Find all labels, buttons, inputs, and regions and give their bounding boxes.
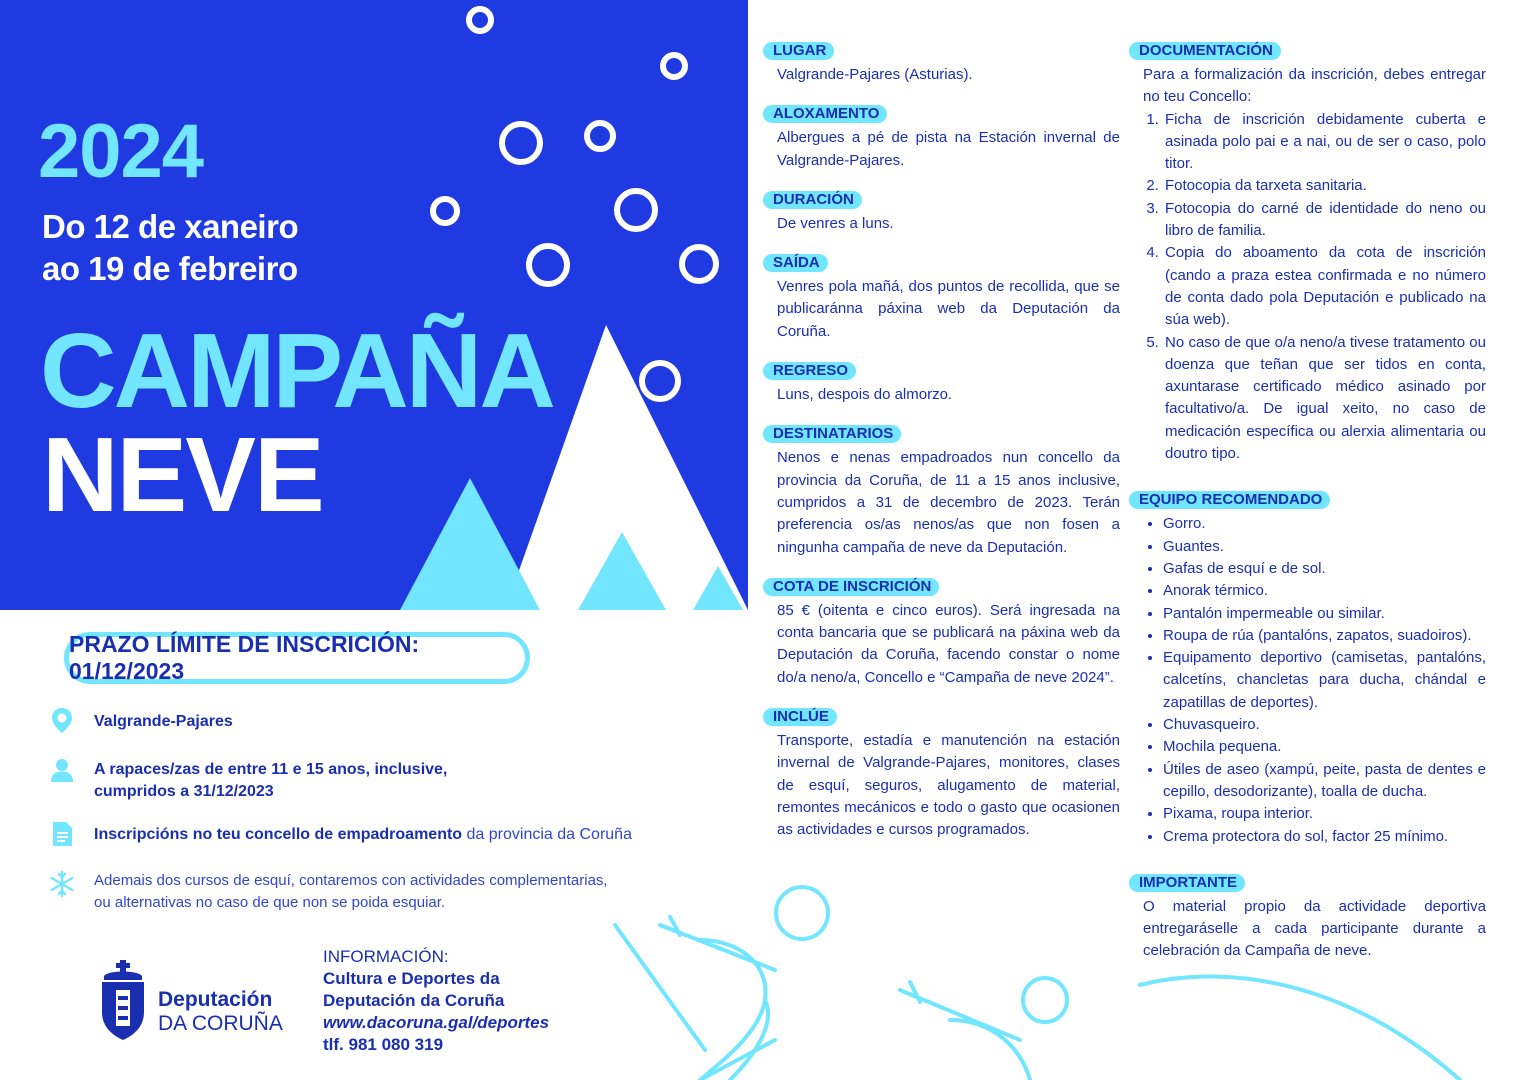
- section-title: COTA DE INSCRICIÓN: [763, 578, 939, 596]
- list-item: • Crema protectora do sol, factor 25 mínimo.: [1163, 826, 1486, 848]
- list-item: • Mochila pequena.: [1163, 736, 1486, 758]
- mountain-cyan: [400, 478, 540, 610]
- section-text: Transporte, estadía e manutención na estación invernal de Valgrande-Pajares, monitores, clases de esquí, seguros, alugamento de material, remontes mecánicos e todo o gasto que ocasionen as actividades e cursos programados.: [777, 732, 1120, 839]
- deadline-badge: PRAZO LÍMITE DE INSCRICIÓN: 01/12/2023: [64, 632, 530, 684]
- snowball-decor: [529, 246, 567, 284]
- section-title: IMPORTANTE: [1129, 874, 1245, 892]
- section-text: De venres a luns.: [777, 214, 894, 232]
- deputacion-crest-logo: [98, 960, 148, 1042]
- snowball-decor: [642, 363, 678, 399]
- section-text: Para a formalización da inscrición, debes entregar no teu Concello:: [1143, 66, 1486, 106]
- feature-age-text: [94, 759, 447, 803]
- section-text: Albergues a pé de pista na Estación invernal de Valgrande-Pajares.: [777, 129, 1120, 169]
- section-text: O material propio da actividade deportiva entregaráselle a cada participante durante a celebración da Campaña de neve.: [1143, 897, 1486, 960]
- snowball-decor: [682, 247, 716, 281]
- section-title: SAÍDA: [763, 254, 828, 272]
- section-title: DURACIÓN: [763, 191, 862, 209]
- feature-activities-line2: ou alternativas no caso de que non se poida esquiar.: [94, 894, 446, 911]
- feature-activities-text: [94, 870, 608, 914]
- feature-age-line1: A rapaces/zas de entre 11 e 15 anos, inclusive,: [94, 761, 448, 778]
- documents-list: [1143, 109, 1486, 466]
- section-text: Valgrande-Pajares (Asturias).: [777, 66, 973, 83]
- list-item: • Chuvasqueiro.: [1163, 714, 1486, 736]
- info-line2: Deputación da Coruña: [323, 991, 505, 1010]
- location-pin-icon: [48, 706, 76, 734]
- section-text: Nenos e nenas empadroados nun concello da provincia da Coruña, de 11 a 15 anos inclusive, cumpridos a 31 de decembro de 2023. Terán preferencia os/as nenos/as que non fosen a ningunha campaña de neve da Deputación.: [777, 449, 1120, 556]
- title-neve: NEVE: [42, 416, 323, 534]
- section-equipo: [1139, 489, 1486, 847]
- list-item: 2. Fotocopia da tarxeta sanitaria.: [1163, 175, 1486, 197]
- section-title: ALOXAMENTO: [763, 105, 887, 123]
- section-importante: [1139, 872, 1486, 963]
- feature-activities: [48, 870, 608, 914]
- snowflake-icon: [48, 870, 76, 898]
- hero-panel: [0, 0, 748, 610]
- list-item: • Guantes.: [1163, 536, 1486, 558]
- section-destinatarios: [773, 423, 1120, 558]
- info-website-link[interactable]: www.dacoruna.gal/deportes: [323, 1013, 550, 1032]
- info-column-right: [1139, 40, 1486, 980]
- person-icon: [48, 756, 76, 784]
- title-campana: CAMPAÑA: [40, 312, 553, 430]
- snowball-decor: [469, 9, 491, 31]
- section-aloxamento: [773, 103, 1120, 172]
- year-heading: 2024: [38, 109, 204, 194]
- feature-registration: [48, 820, 632, 848]
- list-item: • Pantalón impermeable ou similar.: [1163, 603, 1486, 625]
- date-end: ao 19 de febreiro: [42, 250, 298, 287]
- list-item: • Equipamento deportivo (camisetas, pantalóns, calcetíns, chancletas para ducha, chándal e zapatillas de deportes).: [1163, 647, 1486, 714]
- list-item: 3. Fotocopia do carné de identidade do neno ou libro de familia.: [1163, 198, 1486, 243]
- info-heading: INFORMACIÓN:: [323, 947, 449, 966]
- snowball-decor: [617, 191, 655, 229]
- section-saida: [773, 252, 1120, 343]
- section-duracion: [773, 189, 1120, 235]
- list-item: 4. Copia do aboamento da cota de inscrición (cando a praza estea confirmada e no número de conta dado pola Deputación e publicado na súa web).: [1163, 242, 1486, 331]
- section-documentacion: [1139, 40, 1486, 465]
- document-icon: [48, 820, 76, 848]
- info-line1: Cultura e Deportes da: [323, 969, 500, 988]
- list-item: 1. Ficha de inscrición debidamente cuberta e asinada polo pai e a nai, ou de ser o caso, polo titor.: [1163, 109, 1486, 176]
- snowball-decor: [663, 55, 685, 77]
- section-title: DOCUMENTACIÓN: [1129, 42, 1281, 60]
- logo-line2: DA CORUÑA: [158, 1012, 283, 1035]
- section-cota: [773, 576, 1120, 689]
- section-text: Venres pola mañá, dos puntos de recollida, que se publicaránna páxina web da Deputación da Coruña.: [777, 278, 1120, 340]
- logo-line1: Deputación: [158, 988, 273, 1011]
- section-inclue: [773, 706, 1120, 841]
- list-item: • Pixama, roupa interior.: [1163, 803, 1486, 825]
- date-start: Do 12 de xaneiro: [42, 208, 299, 245]
- contact-info: [323, 946, 549, 1056]
- snowball-decor: [587, 123, 613, 149]
- section-lugar: [773, 40, 1120, 86]
- list-item: 5. No caso de que o/a neno/a tivese tratamento ou doenza que teñan que ser tidos en conta, axuntarase certificado médico asinado por facultativo/a. De igual xeito, no caso de medicación específica ou alerxia alimentaria ou doutro tipo.: [1163, 332, 1486, 466]
- feature-registration-bold: Inscripcións no teu concello de empadroamento: [94, 826, 463, 843]
- feature-activities-line1: Ademais dos cursos de esquí, contaremos con actividades complementarias,: [94, 872, 608, 889]
- equipment-list: [1143, 513, 1486, 847]
- list-item: • Roupa de rúa (pantalóns, zapatos, suadoiros).: [1163, 625, 1486, 647]
- section-regreso: [773, 360, 1120, 406]
- feature-location: [48, 706, 233, 734]
- feature-age-line2: cumpridos a 31/12/2023: [94, 783, 274, 800]
- deputacion-logo-text: [158, 988, 283, 1036]
- feature-age: [48, 756, 447, 803]
- list-item: • Gorro.: [1163, 513, 1486, 535]
- snowball-decor: [502, 124, 540, 162]
- section-text: Luns, despois do almorzo.: [777, 386, 953, 404]
- section-title: DESTINATARIOS: [763, 425, 901, 443]
- section-title: INCLÚE: [763, 708, 837, 726]
- list-item: • Útiles de aseo (xampú, peite, pasta de dentes e cepillo, desodorizante), toalla de ducha.: [1163, 759, 1486, 804]
- info-column-left: [773, 40, 1120, 859]
- section-title: LUGAR: [763, 42, 834, 60]
- section-title: REGRESO: [763, 362, 856, 380]
- info-phone[interactable]: tlf. 981 080 319: [323, 1035, 444, 1054]
- date-range: [42, 206, 298, 290]
- feature-location-text: Valgrande-Pajares: [94, 713, 233, 730]
- feature-registration-rest: da provincia da Coruña: [462, 826, 632, 843]
- section-title: EQUIPO RECOMENDADO: [1129, 491, 1330, 509]
- section-text: 85 € (oitenta e cinco euros). Será ingresada na conta bancaria que se publicará na páxina web da Deputación da Coruña, facendo constar o nome do/a neno/a, Concello e “Campaña de neve 2024”.: [777, 601, 1120, 686]
- snowball-decor: [433, 199, 457, 223]
- list-item: • Anorak térmico.: [1163, 580, 1486, 602]
- list-item: • Gafas de esquí e de sol.: [1163, 558, 1486, 580]
- feature-registration-text: [94, 824, 632, 846]
